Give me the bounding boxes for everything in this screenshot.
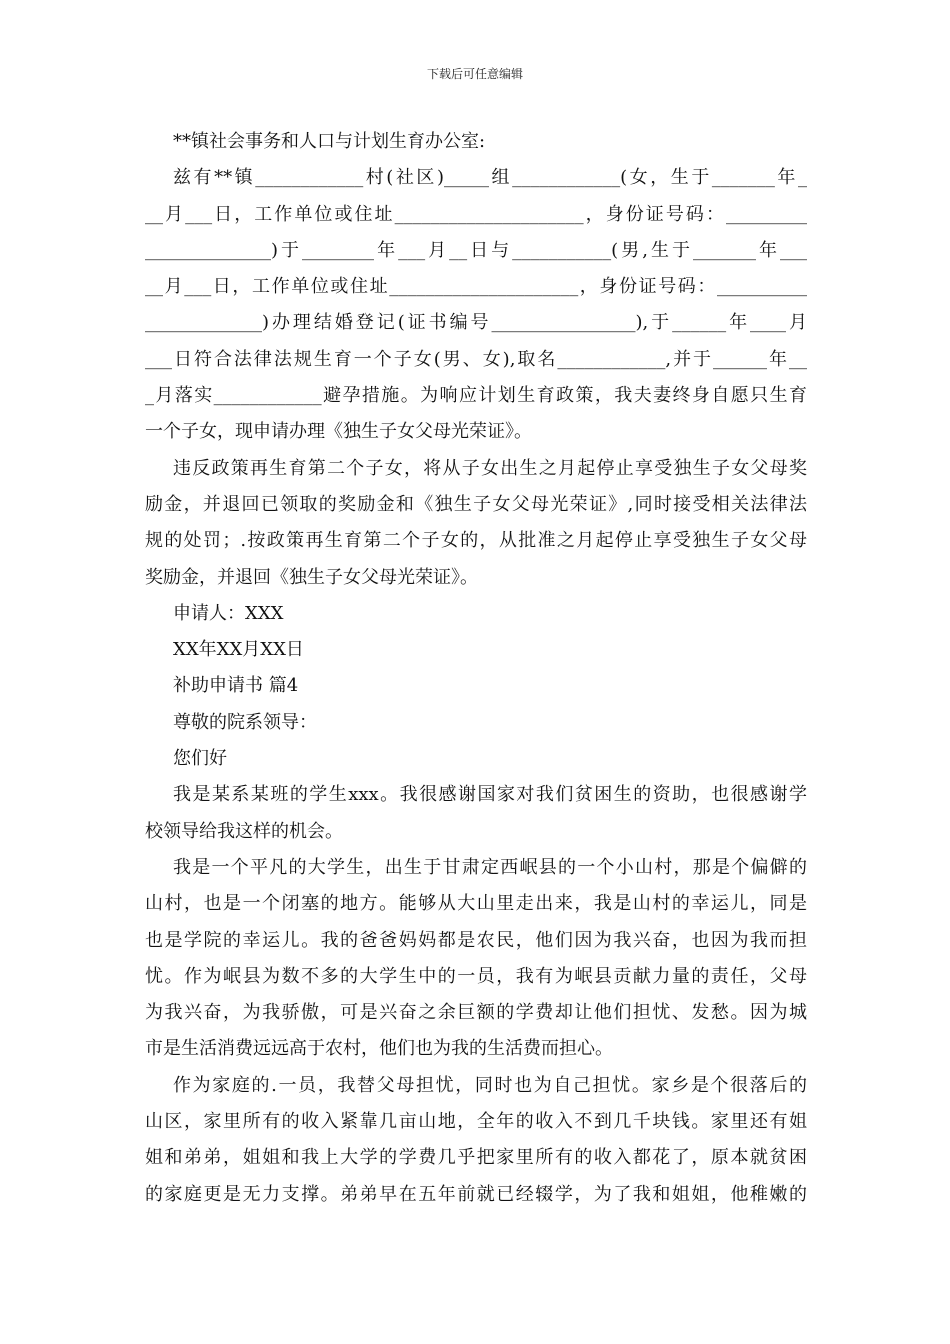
text-line: 我是一个平凡的大学生，出生于甘肃定西岷县的一个小山村，那是个偏僻的 <box>173 856 807 878</box>
text-line: 您们好 <box>173 748 227 770</box>
text-line: 校领导给我这样的机会。 <box>145 820 343 842</box>
text-line: 山区，家里所有的收入紧靠几亩山地，全年的收入不到几千块钱。家里还有姐 <box>145 1111 807 1133</box>
page-header: 下载后可任意编辑 <box>426 67 523 81</box>
text-line: 奖励金，并退回《独生子女父母光荣证》。 <box>145 566 478 588</box>
text-line: 规的处罚；.按政策再生育第二个子女的，从批准之月起停止享受独生子女父母 <box>145 530 807 552</box>
text-line: XX年XX月XX日 <box>173 639 304 661</box>
text-line: 我是某系某班的学生xxx。我很感谢国家对我们贫困生的资助，也很感谢学 <box>173 784 807 806</box>
text-line: __月___日，工作单位或住址_____________________，身份证号码：_________ <box>145 203 807 225</box>
text-line: 一个子女，现申请办理《独生子女父母光荣证》。 <box>145 421 532 443</box>
text-line: ______________)于________年___月__日与___________(男,生于_______年___ <box>145 239 807 261</box>
text-line: 市是生活消费远远高于农村，他们也为我的生活费而担心。 <box>145 1038 613 1060</box>
text-line: _____________)办理结婚登记(证书编号________________),于______年____月 <box>145 312 807 334</box>
text-line: _月落实____________避孕措施。为响应计划生育政策，我夫妻终身自愿只生育 <box>145 385 807 407</box>
text-line: 的家庭更是无力支撑。弟弟早在五年前就已经辍学，为了我和姐姐，他稚嫩的 <box>145 1183 807 1205</box>
text-line: 为我兴奋，为我骄傲，可是兴奋之余巨额的学费却让他们担忧、发愁。因为城 <box>145 1002 807 1024</box>
text-line: 作为家庭的.一员，我替父母担忧，同时也为自己担忧。家乡是个很落后的 <box>173 1074 807 1096</box>
text-line: **镇社会事务和人口与计划生育办公室: <box>173 131 486 152</box>
document-body <box>145 124 807 1213</box>
text-line: ___日符合法律法规生育一个子女(男、女),取名____________,并于______年__ <box>145 348 807 370</box>
text-line: 也是学院的幸运儿。我的爸爸妈妈都是农民，他们因为我兴奋，也因为我而担 <box>145 929 807 951</box>
text-line: 申请人：XXX <box>173 602 284 624</box>
text-line: 励金，并退回已领取的奖励金和《独生子女父母光荣证》,同时接受相关法律法 <box>145 493 807 515</box>
text-line: 补助申请书 篇4 <box>173 675 299 697</box>
text-line: 兹有**镇____________村(社区)_____组____________(女，生于_______年_ <box>173 167 807 189</box>
text-line: 山村，也是一个闭塞的地方。能够从大山里走出来，我是山村的幸运儿，同是 <box>145 893 807 915</box>
text-line: 尊敬的院系领导： <box>173 711 317 733</box>
text-line: 违反政策再生育第二个子女，将从子女出生之月起停止享受独生子女父母奖 <box>173 457 807 479</box>
text-line: 忧。作为岷县为数不多的大学生中的一员，我有为岷县贡献力量的责任，父母 <box>145 965 807 987</box>
text-line: 姐和弟弟，姐姐和我上大学的学费几乎把家里所有的收入都花了，原本就贫困 <box>145 1147 807 1169</box>
text-line: __月___日，工作单位或住址_____________________，身份证号码：__________ <box>145 276 807 298</box>
